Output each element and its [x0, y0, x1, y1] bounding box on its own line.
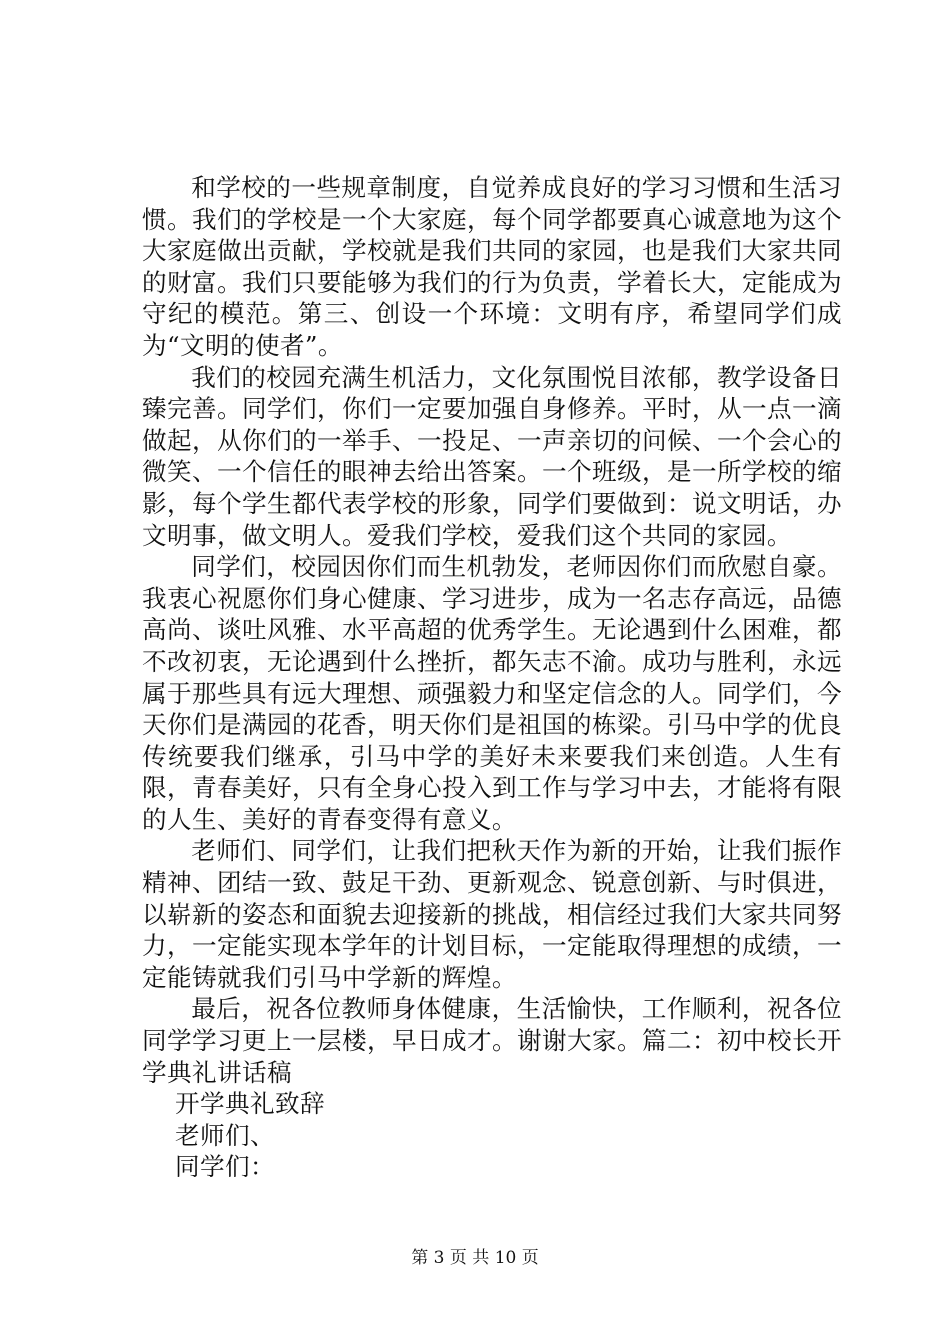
paragraph: 老师们、同学们，让我们把秋天作为新的开始，让我们振作精神、团结一致、鼓足干劲、更新观念、锐意创新、与时俱进，以崭新的姿态和面貌去迎接新的挑战，相信经过我们大家共同努力，一定能实现本学年的计划目标，一定能取得理想的成绩，一定能铸就我们引马中学新的辉煌。 [142, 836, 842, 992]
paragraph: 同学们，校园因你们而生机勃发，老师因你们而欣慰自豪。我衷心祝愿你们身心健康、学习进步，成为一名志存高远，品德高尚、谈吐风雅、水平高超的优秀学生。无论遇到什么困难，都不改初衷，无论遇到什么挫折，都矢志不渝。成功与胜利，永远属于那些具有远大理想、顽强毅力和坚定信念的人。同学们，今天你们是满园的花香，明天你们是祖国的栋梁。引马中学的优良传统要我们继承，引马中学的美好未来要我们来创造。人生有限，青春美好，只有全身心投入到工作与学习中去，才能将有限的人生、美好的青春变得有意义。 [142, 552, 842, 834]
speech-title-line: 开学典礼致辞 [175, 1089, 325, 1119]
salutation-students: 同学们： [175, 1152, 275, 1182]
document-body [142, 172, 842, 1183]
salutation-teachers: 老师们、 [175, 1120, 275, 1150]
page-footer: 第 3 页 共 10 页 [411, 1248, 539, 1268]
paragraph: 和学校的一些规章制度，自觉养成良好的学习习惯和生活习惯。我们的学校是一个大家庭，每个同学都要真心诚意地为这个大家庭做出贡献，学校就是我们共同的家园，也是我们大家共同的财富。我们只要能够为我们的行为负责，学着长大，定能成为守纪的模范。第三、创设一个环境：文明有序，希望同学们成为“文明的使者”。 [142, 173, 842, 360]
paragraph: 我们的校园充满生机活力，文化氛围悦目浓郁，教学设备日臻完善。同学们，你们一定要加强自身修养。平时，从一点一滴做起，从你们的一举手、一投足、一声亲切的问候、一个会心的微笑、一个信任的眼神去给出答案。一个班级，是一所学校的缩影，每个学生都代表学校的形象，同学们要做到：说文明话，办文明事，做文明人。爱我们学校，爱我们这个共同的家园。 [142, 362, 842, 550]
paragraph: 最后，祝各位教师身体健康，生活愉快，工作顺利，祝各位同学学习更上一层楼，早日成才。谢谢大家。篇二：初中校长开学典礼讲话稿 [142, 994, 842, 1087]
